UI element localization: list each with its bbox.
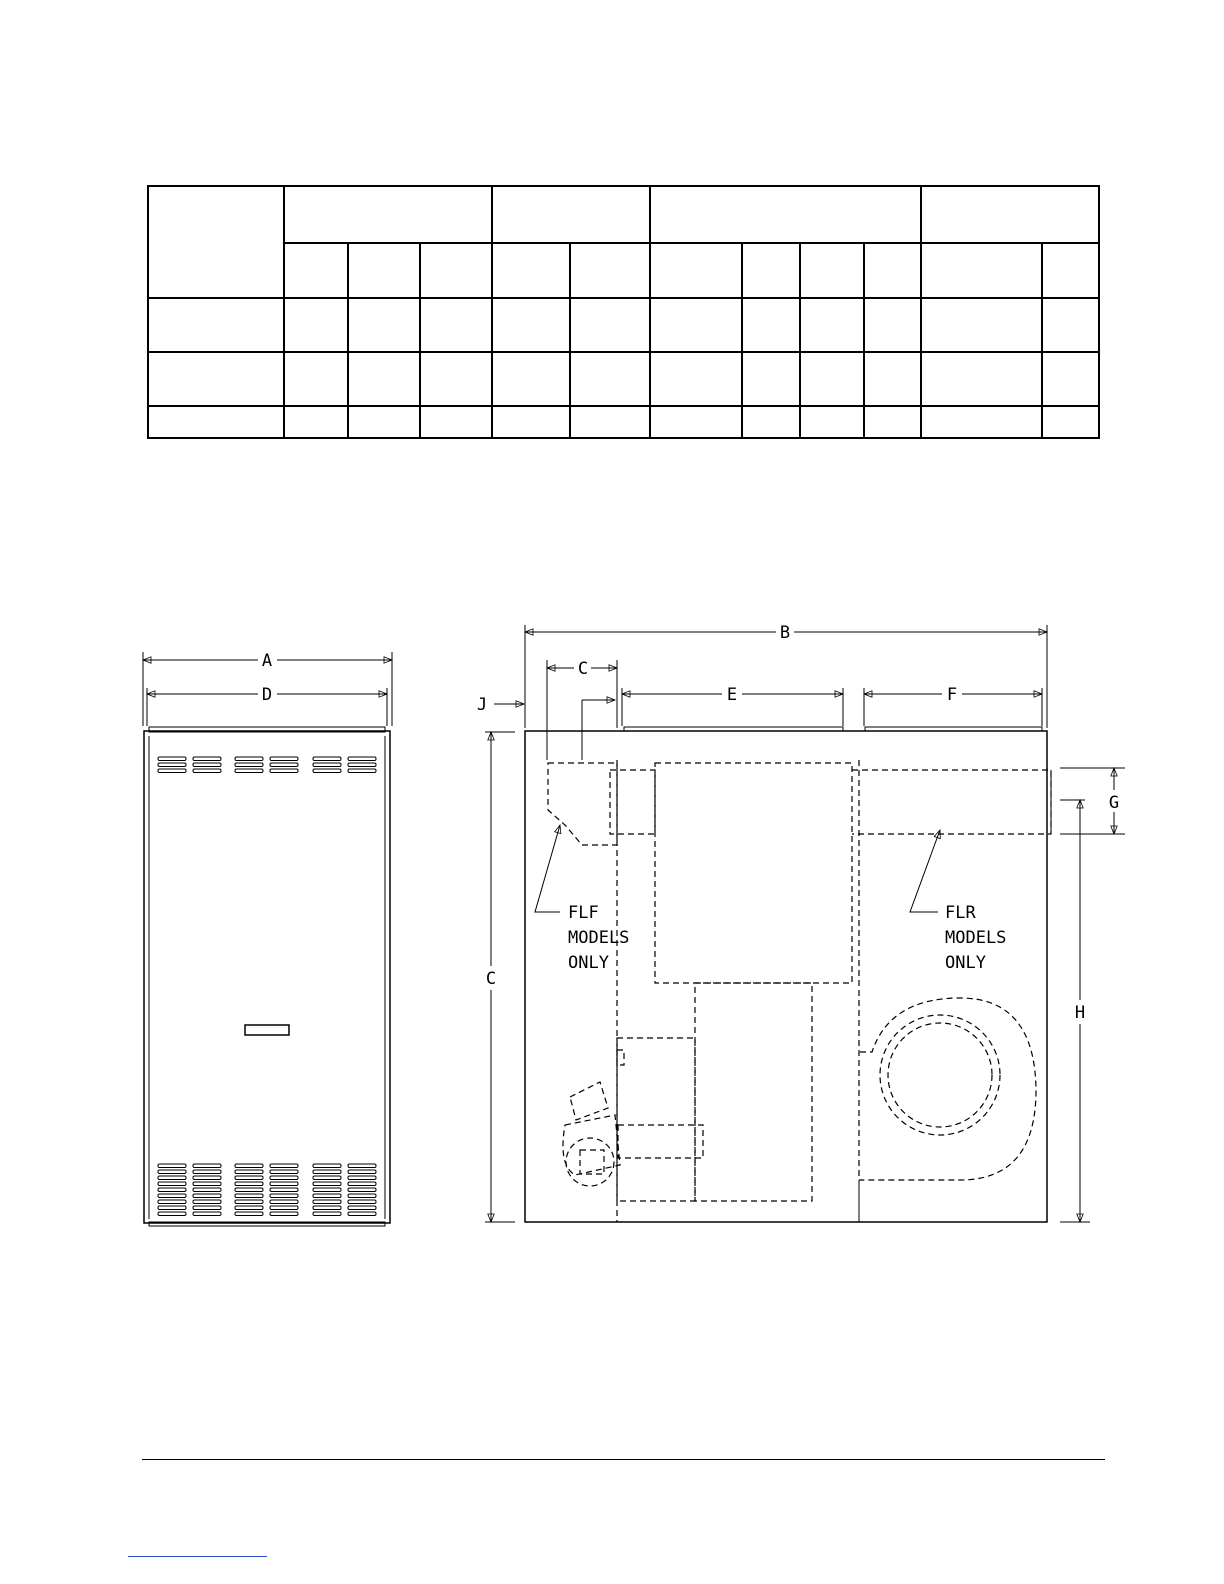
louver-slot (313, 763, 341, 767)
flf-callout-line-2: MODELS (568, 928, 630, 948)
louver-slot (193, 1176, 221, 1180)
louver-slot (193, 1170, 221, 1174)
louver-slot (348, 757, 376, 761)
louver-slot (313, 1212, 341, 1216)
louver-slot (270, 757, 298, 761)
louver-slot (158, 1206, 186, 1210)
louver-slot (313, 769, 341, 773)
dimension-e-label: E (726, 685, 738, 705)
louver-slot (348, 1164, 376, 1168)
dimension-a-label: A (261, 651, 273, 671)
side-cabinet-outline (525, 731, 1047, 1222)
louver-slot (158, 769, 186, 773)
louver-slot (158, 1200, 186, 1204)
heat-exchanger-hidden (655, 763, 852, 983)
louver-slot (270, 1194, 298, 1198)
louver-slot (235, 1194, 263, 1198)
louver-slot (270, 1170, 298, 1174)
louver-slot (348, 1182, 376, 1186)
louver-slot (158, 1170, 186, 1174)
dimension-d-label: D (261, 685, 273, 705)
louver-slot (270, 1188, 298, 1192)
louver-slot (348, 769, 376, 773)
blower-wheel-inner-hidden (888, 1023, 992, 1127)
louver-slot (235, 763, 263, 767)
blower-housing-hidden (859, 998, 1036, 1180)
louver-slot (158, 1164, 186, 1168)
dimension-b-label: B (779, 623, 791, 643)
dimension-h-label: H (1074, 1003, 1086, 1023)
front-handle (245, 1025, 289, 1035)
louver-slot (193, 1188, 221, 1192)
louver-slot (348, 1194, 376, 1198)
burner-box-hidden (695, 983, 812, 1201)
louver-slot (193, 1164, 221, 1168)
louver-slot (313, 1164, 341, 1168)
louver-slot (235, 1200, 263, 1204)
louver-slot (193, 1212, 221, 1216)
louver-slot (270, 769, 298, 773)
louver-slot (313, 1188, 341, 1192)
louver-slot (270, 1206, 298, 1210)
flr-callout-line-3: ONLY (945, 953, 986, 973)
footer-rule (142, 1459, 1105, 1460)
louver-slot (193, 1182, 221, 1186)
louver-slot (348, 1200, 376, 1204)
dimension-f-label: F (946, 685, 958, 705)
louver-slot (158, 1194, 186, 1198)
dimension-c-top-label: C (577, 659, 589, 679)
louver-slot (313, 1182, 341, 1186)
louver-slot (348, 1170, 376, 1174)
louver-slot (313, 1170, 341, 1174)
louver-slot (235, 1170, 263, 1174)
louver-slot (193, 763, 221, 767)
burner-tube-hidden (618, 1125, 703, 1158)
louver-slot (313, 1176, 341, 1180)
louver-slot (270, 1212, 298, 1216)
burner-pump-hidden (580, 1150, 604, 1174)
louver-slot (348, 1176, 376, 1180)
louver-slot (193, 1200, 221, 1204)
louver-slot (313, 1206, 341, 1210)
louver-slot (235, 1212, 263, 1216)
louver-slot (158, 1212, 186, 1216)
louver-slot (235, 757, 263, 761)
louver-slot (193, 1206, 221, 1210)
louver-slot (348, 763, 376, 767)
louver-slot (193, 1194, 221, 1198)
louver-slot (313, 1194, 341, 1198)
louver-slot (193, 769, 221, 773)
front-view (143, 651, 392, 1226)
small-tab-hidden (617, 1050, 624, 1065)
flf-leader-arrow (535, 825, 560, 912)
blower-wheel-outer-hidden (880, 1015, 1000, 1135)
louver-slot (348, 1188, 376, 1192)
louver-slot (348, 1206, 376, 1210)
louver-slot (270, 1176, 298, 1180)
flue-collar-rear-hidden (852, 770, 1051, 834)
louver-slot (313, 757, 341, 761)
flr-callout-line-1: FLR (945, 903, 976, 923)
louver-slot (235, 1176, 263, 1180)
louver-slot (313, 1200, 341, 1204)
control-box-hidden (617, 1038, 695, 1201)
dimension-c-side-label: C (485, 969, 497, 989)
flr-callout-line-2: MODELS (945, 928, 1007, 948)
oil-burner-head-hidden (570, 1082, 608, 1120)
louver-slot (270, 1200, 298, 1204)
louver-slot (235, 1206, 263, 1210)
louver-slot (235, 769, 263, 773)
louver-slot (235, 1182, 263, 1186)
louver-slot (158, 1182, 186, 1186)
louver-slot (158, 763, 186, 767)
burner-motor-hidden (566, 1138, 614, 1186)
flf-flue-outlet-hidden (548, 763, 617, 845)
louver-slot (158, 1188, 186, 1192)
louver-slot (158, 757, 186, 761)
louver-slot (270, 1164, 298, 1168)
footer-link-underline (128, 1556, 267, 1557)
flr-leader-arrow (910, 830, 940, 912)
dimension-g-label: G (1108, 793, 1120, 813)
top-louvers (158, 757, 376, 773)
louver-slot (235, 1164, 263, 1168)
front-cabinet-outline (144, 731, 390, 1223)
louver-slot (270, 763, 298, 767)
louver-slot (270, 1182, 298, 1186)
louver-slot (158, 1176, 186, 1180)
louver-slot (235, 1188, 263, 1192)
bottom-louvers (158, 1164, 376, 1216)
oil-burner-body-hidden (563, 1115, 620, 1175)
flf-callout-line-3: ONLY (568, 953, 609, 973)
louver-slot (193, 757, 221, 761)
side-view (477, 623, 1125, 1222)
dimension-j-label: J (476, 695, 488, 715)
louver-slot (348, 1212, 376, 1216)
flf-callout-line-1: FLF (568, 903, 599, 923)
